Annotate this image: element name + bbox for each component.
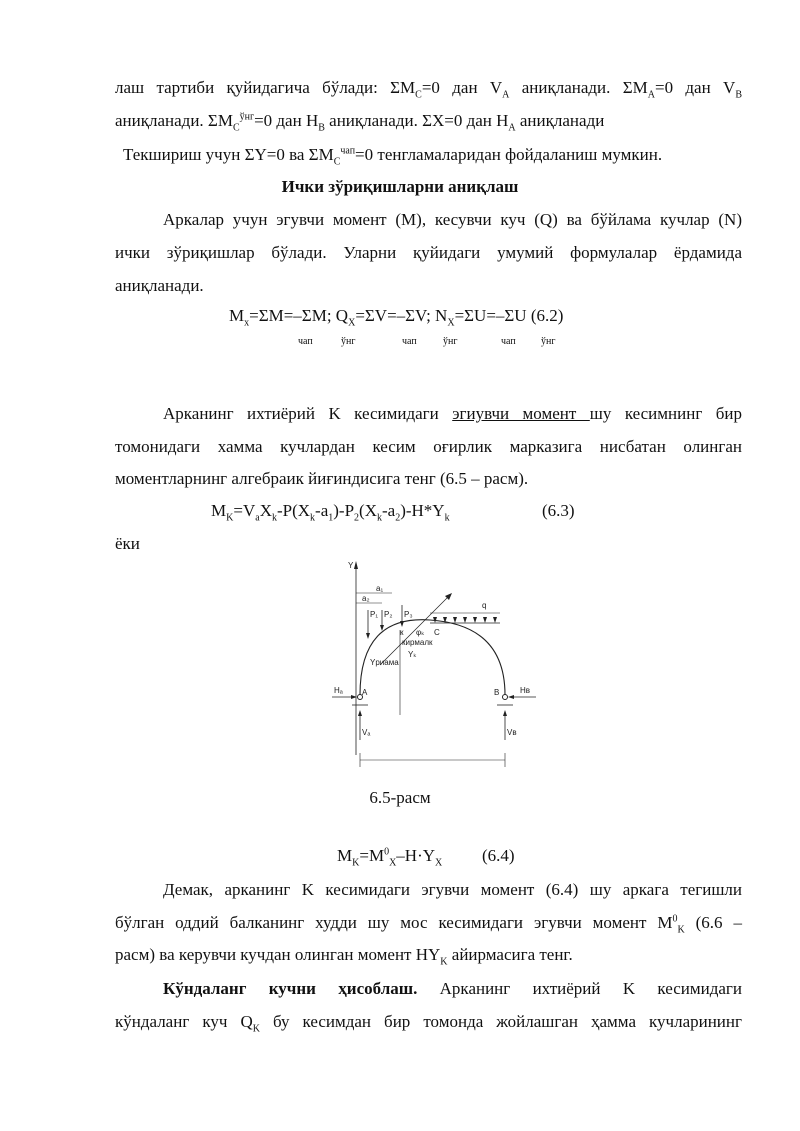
force-va-label: Vₐ xyxy=(362,728,371,737)
text-line: расм) ва керувчи кучдан олинган момент $HY_K$ айирмасига тенг. xyxy=(115,945,573,968)
yk-label: Yₖ xyxy=(408,650,417,659)
force-ha-label: Hₐ xyxy=(334,686,343,695)
support-a-label: A xyxy=(362,688,368,697)
formula-6-3: $M_K=V_aX_k-P(X_k-a_1)-P_2(X_k-a_2)-H*Y_k$ xyxy=(211,501,450,524)
text-line: Текшириш учун ΣY=0 ва $\Sigma M_C^{чап}=0$ тенгламаларидан фойдаланиш мумкин. xyxy=(123,145,663,168)
yk-caption-label: Yриама xyxy=(370,658,399,667)
formula-index-label: ўнг xyxy=(341,336,356,347)
crown-c-label: C xyxy=(434,628,440,637)
text-line: аниқланади. $\Sigma M_C^{ўнг}=0$ дан $H_B$ аниқланади. ΣX=0 дан $H_A$ аниқланади xyxy=(115,111,605,134)
load-p3-label: P₃ xyxy=(404,610,413,619)
y-axis-label: Y xyxy=(348,561,354,570)
text-line: бўлган оддий балканинг худди шу мос кесимидаги эгувчи момент $M^0_K$ (6.6 – xyxy=(115,913,742,936)
formula-6-4: $M_K=M^0_X-H\cdot Y_X$ xyxy=(337,846,443,869)
force-hb-label: Hв xyxy=(520,686,531,695)
formula-index-label: чап xyxy=(402,336,417,347)
dim-a1-label: a₁ xyxy=(376,584,384,593)
formula-index-label: ўнг xyxy=(443,336,458,347)
arch-diagram xyxy=(330,555,540,775)
text-line: Аркалар учун эгувчи момент (M), кесувчи куч (Q) ва бўйлама кучлар (N) xyxy=(163,210,742,229)
text-line: ички зўриқишлар бўлади. Уларни қуйидаги умумий формулалар ёрдамида xyxy=(115,243,742,262)
text-line: ёки xyxy=(115,534,140,553)
load-p2-label: P₂ xyxy=(384,610,393,619)
text-line: кўндаланг куч $Q_K$ бу кесимдан бир томонда жойлашган ҳамма кучларининг xyxy=(115,1012,742,1035)
arch-diagram-svg xyxy=(330,555,540,775)
section-k-label: к xyxy=(400,628,404,637)
formula-6-2: $M_x=\Sigma M=-\Sigma M$; $Q_X=\Sigma V=-\Sigma V$; $N_X=\Sigma U=-\Sigma U$ (6.2) xyxy=(229,306,564,329)
force-vb-label: Vв xyxy=(507,728,517,737)
formula-number: (6.4) xyxy=(482,846,515,865)
load-q-label: q xyxy=(482,601,487,610)
formula-index-label: ўнг xyxy=(541,336,556,347)
text-line: лаш тартиби қуйидагича бўлади: $\Sigma M_C=0$ дан $V_A$ аниқланади. $\Sigma M_A=0$ дан $V_B$ xyxy=(115,78,742,101)
text-line: моментларнинг алгебраик йиғиндисига тенг (6.5 – расм). xyxy=(115,469,529,488)
text-line: Демак, арканинг K кесимидаги эгувчи момент (6.4) шу аркага тегишли xyxy=(163,880,742,899)
formula-index-label: чап xyxy=(501,336,516,347)
text-line: Кўндаланг кучни ҳисоблаш. Арканинг ихтиёрий K кесимидаги xyxy=(163,979,742,998)
load-p1-label: P₁ xyxy=(370,610,379,619)
angle-phi-label: φₖ xyxy=(416,628,425,637)
section-note-label: кирмалк xyxy=(402,638,433,647)
text-line: аниқланади. xyxy=(115,276,204,295)
formula-index-label: чап xyxy=(298,336,313,347)
dim-a2-label: a₂ xyxy=(362,594,370,603)
section-heading: Ички зўриқишларни аниқлаш xyxy=(281,177,519,196)
support-b-label: B xyxy=(494,688,500,697)
figure-caption: 6.5-расм xyxy=(369,788,431,807)
formula-number: (6.3) xyxy=(542,501,575,520)
text-line: Арканинг ихтиёрий K кесимидаги эгиувчи момент шу кесимнинг бир xyxy=(163,404,742,423)
text-line: томонидаги хамма кучлардан кесим оғирлик марказига нисбатан олинган xyxy=(115,437,742,456)
